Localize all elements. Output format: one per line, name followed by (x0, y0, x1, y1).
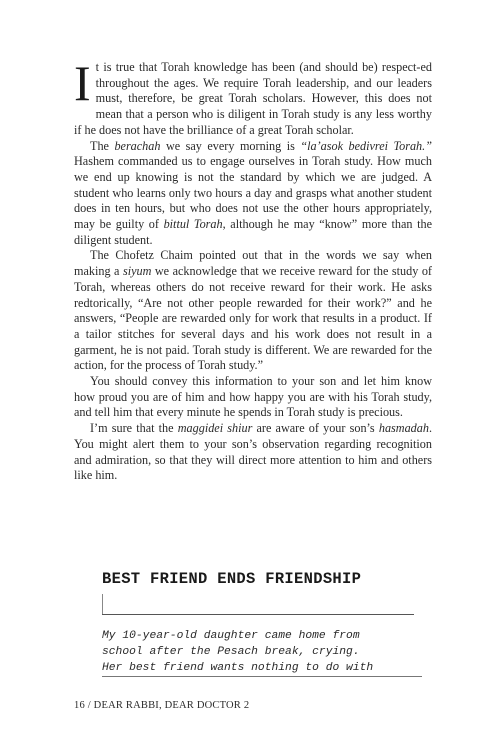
text-run: Hashem commanded us to engage ourselves in Torah study. How much we end up knowing is not the standard by which we are judged. A student who learns only two hours a day and grasps what another student does in ten hours, but who does not use the other hours appropriately, may be guilty of (74, 154, 432, 232)
text-run: You should convey this information to your son and let him know how proud you are of him and how happy you are with his Torah study, and tell him that every minute he spends in Torah study is precious. (74, 374, 432, 420)
letter-line: school after the Pesach break, crying. (102, 646, 360, 658)
paragraph-1 (74, 55, 432, 139)
paragraph-4 (74, 374, 432, 421)
italic-term: “la’asok bedivrei Torah.” (300, 138, 432, 153)
paragraph-3 (74, 248, 432, 374)
italic-term: hasmadah (378, 421, 429, 436)
italic-term: siyum (122, 264, 152, 279)
section-heading: BEST FRIEND ENDS FRIENDSHIP (102, 570, 362, 588)
page-footer: 16 / DEAR RABBI, DEAR DOCTOR 2 (74, 700, 250, 711)
text-run: , although he may “know” more than the diligent student. (74, 217, 432, 247)
letter-box-edge (102, 594, 103, 615)
text-run: I’m sure that the (90, 421, 178, 436)
paragraph-2 (74, 139, 432, 249)
italic-term: berachah (114, 138, 161, 153)
text-run: t is true that Torah knowledge has been (and should be) respect-ed throughout the ages. We require Torah leadership, and our leaders must, therefore, be great Torah scholars. However, this does not mean that a person who is diligent in Torah study is any less worthy if he does not have the brilliance of a great Torah scholar. (74, 60, 432, 137)
text-run: are aware of your son’s (252, 421, 379, 436)
italic-term: maggidei shiur (177, 421, 253, 436)
text-run: we acknowledge that we receive reward for the study of Torah, whereas others do not receive reward for their work. He asks redtorically, “Are not other people rewarded for their work?” and he answers, “People are rewarded only for work that results in a product. If a tailor stitches for several days and his work does not result in a garment, he is not paid. Torah study is different. We are rewarded for the action, for the process of Torah study.” (74, 264, 432, 373)
text-run: we say every morning is (160, 138, 301, 153)
text-run: The Chofetz Chaim pointed out that in the words we say when making a (74, 248, 432, 279)
paragraph-5 (74, 421, 432, 484)
letter-divider (102, 614, 414, 615)
letter-line: My 10-year-old daughter came home from (102, 630, 360, 642)
text-run: . You might alert them to your son’s observation regarding recognition and admiration, so that they will direct more attention to him and others like him. (74, 421, 432, 483)
letter-line: Her best friend wants nothing to do with (102, 660, 422, 677)
text-run: The (90, 138, 115, 153)
question-letter (102, 628, 422, 677)
italic-term: bittul Torah (163, 217, 223, 232)
body-text (74, 55, 432, 484)
drop-cap: I (74, 55, 91, 111)
